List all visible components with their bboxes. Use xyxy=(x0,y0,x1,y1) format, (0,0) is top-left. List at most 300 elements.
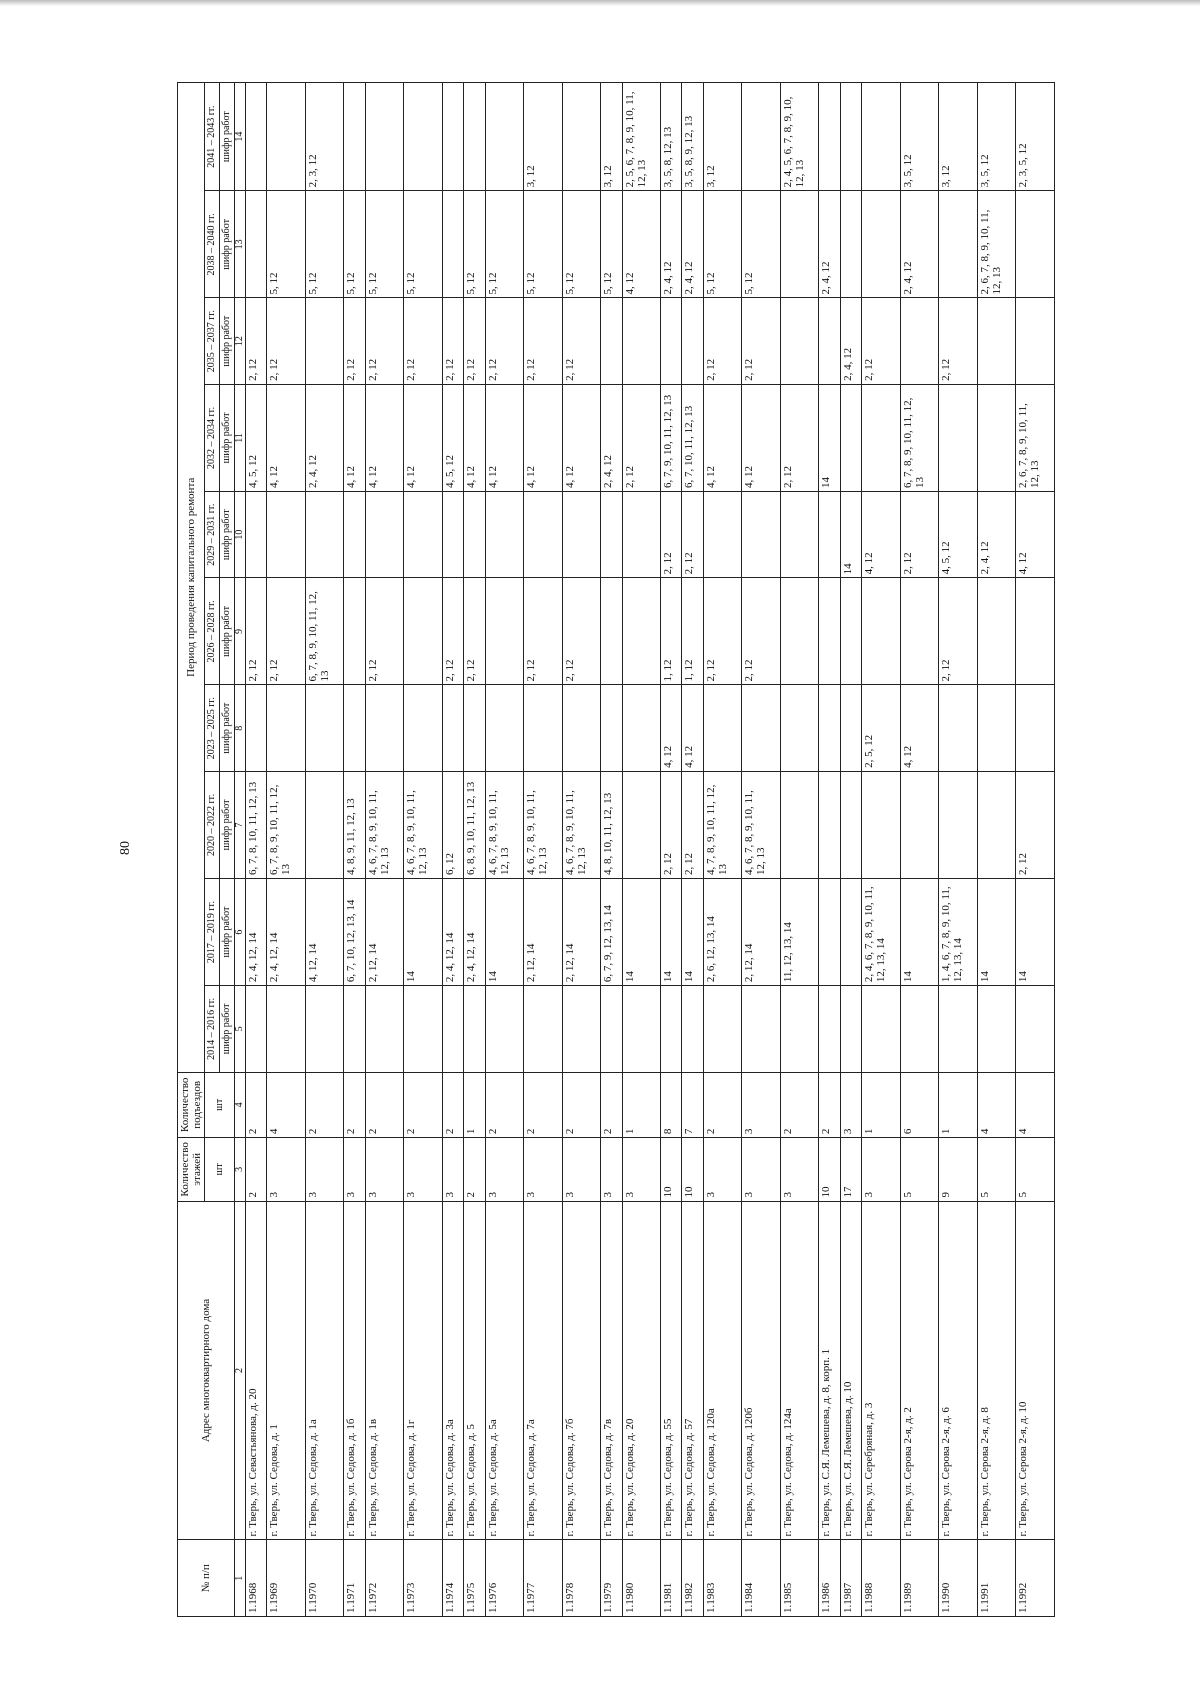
row-number: 1.1968 xyxy=(246,1540,267,1617)
row-work-codes: 1, 4, 6, 7, 8, 9, 10, 11, 12, 13, 14 xyxy=(939,879,978,986)
row-work-codes xyxy=(267,83,306,191)
row-work-codes xyxy=(305,685,344,771)
row-work-codes xyxy=(524,491,563,577)
row-work-codes: 4, 6, 7, 8, 9, 10, 11, 12, 13 xyxy=(365,771,404,878)
row-entrances: 2 xyxy=(305,1072,344,1138)
row-work-codes: 2, 12 xyxy=(682,771,703,878)
row-entrances: 2 xyxy=(365,1072,404,1138)
row-entrances: 2 xyxy=(703,1072,742,1138)
row-floors: 3 xyxy=(485,1138,524,1201)
row-work-codes xyxy=(305,298,344,384)
row-work-codes: 2, 12 xyxy=(485,298,524,384)
row-work-codes: 4, 12 xyxy=(703,384,742,491)
row-work-codes: 4, 12 xyxy=(1016,491,1055,577)
row-work-codes: 14 xyxy=(485,879,524,986)
row-work-codes: 14 xyxy=(622,879,661,986)
row-entrances: 2 xyxy=(344,1072,365,1138)
table-row xyxy=(562,83,601,1617)
row-work-codes: 2, 12, 14 xyxy=(365,879,404,986)
row-work-codes xyxy=(464,685,485,771)
row-work-codes xyxy=(862,578,901,685)
row-number: 1.1976 xyxy=(485,1540,524,1617)
table-row xyxy=(365,83,404,1617)
code-header: шифр работ xyxy=(220,384,235,491)
row-number: 1.1979 xyxy=(601,1540,622,1617)
row-entrances: 2 xyxy=(485,1072,524,1138)
row-address: г. Тверь, ул. Седова, д. 124а xyxy=(780,1201,819,1540)
row-work-codes xyxy=(977,986,1016,1072)
row-number: 1.1972 xyxy=(365,1540,404,1617)
row-floors: 3 xyxy=(524,1138,563,1201)
row-number: 1.1990 xyxy=(939,1540,978,1617)
row-work-codes: 4, 12 xyxy=(661,685,682,771)
row-work-codes xyxy=(1016,298,1055,384)
row-address: г. Тверь, ул. Седова, д. 7б xyxy=(562,1201,601,1540)
row-address: г. Тверь, ул. Седова, д. 1а xyxy=(305,1201,344,1540)
row-work-codes: 2, 12 xyxy=(404,298,443,384)
row-work-codes: 6, 7, 9, 10, 11, 12, 13 xyxy=(661,384,682,491)
row-work-codes: 3, 12 xyxy=(524,83,563,191)
row-number: 1.1978 xyxy=(562,1540,601,1617)
row-work-codes xyxy=(977,298,1016,384)
row-work-codes xyxy=(485,83,524,191)
row-address: г. Тверь, ул. Севастьянова, д. 20 xyxy=(246,1201,267,1540)
table-row xyxy=(622,83,661,1617)
row-floors: 5 xyxy=(900,1138,939,1201)
row-work-codes xyxy=(562,685,601,771)
row-entrances: 2 xyxy=(246,1072,267,1138)
row-entrances: 1 xyxy=(939,1072,978,1138)
row-work-codes: 6, 7, 8, 9, 10, 11, 12, 13 xyxy=(305,578,344,685)
row-work-codes: 2, 12 xyxy=(703,578,742,685)
row-entrances: 8 xyxy=(661,1072,682,1138)
table-row xyxy=(485,83,524,1617)
row-work-codes: 2, 4, 12 xyxy=(305,384,344,491)
row-work-codes: 4, 12 xyxy=(267,384,306,491)
table-row xyxy=(900,83,939,1617)
row-work-codes: 6, 7, 10, 12, 13, 14 xyxy=(344,879,365,986)
code-header: шифр работ xyxy=(220,879,235,986)
row-work-codes xyxy=(840,83,861,191)
row-work-codes: 4, 12 xyxy=(485,384,524,491)
row-work-codes: 5, 12 xyxy=(703,191,742,298)
row-number: 1.1969 xyxy=(267,1540,306,1617)
row-work-codes xyxy=(622,578,661,685)
row-work-codes: 14 xyxy=(404,879,443,986)
table-row xyxy=(819,83,840,1617)
row-work-codes xyxy=(562,986,601,1072)
row-floors: 3 xyxy=(780,1138,819,1201)
row-address: г. Тверь, ул. Серова 2-я, д. 2 xyxy=(900,1201,939,1540)
row-address: г. Тверь, ул. Седова, д. 5а xyxy=(485,1201,524,1540)
row-work-codes: 2, 12 xyxy=(742,298,781,384)
row-floors: 3 xyxy=(562,1138,601,1201)
row-entrances: 1 xyxy=(622,1072,661,1138)
row-work-codes: 2, 5, 12 xyxy=(862,685,901,771)
row-work-codes xyxy=(780,191,819,298)
row-work-codes xyxy=(464,986,485,1072)
row-entrances: 4 xyxy=(977,1072,1016,1138)
row-floors: 5 xyxy=(977,1138,1016,1201)
row-work-codes: 4, 5, 12 xyxy=(939,491,978,577)
period-header: 2035 – 2037 гг. xyxy=(205,298,220,384)
row-work-codes: 3, 5, 12 xyxy=(900,83,939,191)
row-work-codes xyxy=(267,685,306,771)
row-number: 1.1977 xyxy=(524,1540,563,1617)
row-address: г. Тверь, ул. Седова, д. 7а xyxy=(524,1201,563,1540)
col-number: 8 xyxy=(235,685,246,771)
row-work-codes: 4, 6, 7, 8, 9, 10, 11, 12, 13 xyxy=(562,771,601,878)
row-work-codes: 5, 12 xyxy=(267,191,306,298)
row-work-codes xyxy=(840,191,861,298)
row-work-codes xyxy=(442,986,463,1072)
row-work-codes xyxy=(601,298,622,384)
row-number: 1.1973 xyxy=(404,1540,443,1617)
col-number: 1 xyxy=(235,1540,246,1617)
row-work-codes xyxy=(485,986,524,1072)
row-work-codes: 5, 12 xyxy=(601,191,622,298)
row-work-codes xyxy=(404,986,443,1072)
row-number: 1.1986 xyxy=(819,1540,840,1617)
row-work-codes xyxy=(661,986,682,1072)
row-work-codes xyxy=(524,685,563,771)
table-row xyxy=(1016,83,1055,1617)
row-floors: 2 xyxy=(246,1138,267,1201)
col-number: 6 xyxy=(235,879,246,986)
row-work-codes: 6, 7, 8, 9, 10, 11, 12, 13 xyxy=(900,384,939,491)
row-entrances: 2 xyxy=(524,1072,563,1138)
row-work-codes: 4, 12 xyxy=(524,384,563,491)
table-row xyxy=(601,83,622,1617)
row-work-codes: 14 xyxy=(977,879,1016,986)
header-row-1 xyxy=(178,83,205,1617)
row-work-codes: 4, 12 xyxy=(622,191,661,298)
col-number: 2 xyxy=(235,1201,246,1540)
row-address: г. Тверь, ул. Серебряная, д. 3 xyxy=(862,1201,901,1540)
row-work-codes: 4, 12 xyxy=(742,384,781,491)
row-number: 1.1974 xyxy=(442,1540,463,1617)
row-work-codes xyxy=(939,191,978,298)
row-work-codes xyxy=(900,578,939,685)
row-work-codes xyxy=(939,771,978,878)
row-entrances: 3 xyxy=(840,1072,861,1138)
row-address: г. Тверь, ул. Седова, д. 3а xyxy=(442,1201,463,1540)
row-work-codes xyxy=(442,491,463,577)
code-header: шифр работ xyxy=(220,771,235,878)
row-work-codes xyxy=(819,685,840,771)
row-work-codes: 3, 5, 8, 12, 13 xyxy=(661,83,682,191)
row-work-codes xyxy=(939,384,978,491)
col-number: 13 xyxy=(235,191,246,298)
row-work-codes: 6, 7, 10, 11, 12, 13 xyxy=(682,384,703,491)
row-work-codes xyxy=(601,986,622,1072)
header-num: № п/п xyxy=(178,1540,235,1617)
row-work-codes xyxy=(246,685,267,771)
row-work-codes: 4, 12 xyxy=(900,685,939,771)
row-work-codes xyxy=(267,986,306,1072)
row-work-codes xyxy=(246,986,267,1072)
row-floors: 3 xyxy=(404,1138,443,1201)
row-work-codes: 2, 4, 12 xyxy=(977,491,1016,577)
row-work-codes xyxy=(344,986,365,1072)
table-row xyxy=(246,83,267,1617)
row-work-codes: 5, 12 xyxy=(524,191,563,298)
code-header: шифр работ xyxy=(220,298,235,384)
row-work-codes xyxy=(819,986,840,1072)
row-work-codes: 14 xyxy=(840,491,861,577)
row-floors: 3 xyxy=(742,1138,781,1201)
row-work-codes: 2, 4, 12, 14 xyxy=(464,879,485,986)
row-work-codes: 4, 6, 7, 8, 9, 10, 11, 12, 13 xyxy=(485,771,524,878)
row-work-codes: 4, 12 xyxy=(344,384,365,491)
row-work-codes: 5, 12 xyxy=(562,191,601,298)
row-work-codes: 2, 12 xyxy=(661,771,682,878)
row-address: г. Тверь, ул. Седова, д. 5 xyxy=(464,1201,485,1540)
rotated-table-container xyxy=(177,82,1055,1617)
row-floors: 10 xyxy=(682,1138,703,1201)
row-address: г. Тверь, ул. Седова, д. 1б xyxy=(344,1201,365,1540)
row-work-codes: 2, 5, 6, 7, 8, 9, 10, 11, 12, 13 xyxy=(622,83,661,191)
row-work-codes xyxy=(742,491,781,577)
row-work-codes: 2, 12 xyxy=(442,298,463,384)
row-work-codes xyxy=(840,685,861,771)
row-work-codes: 2, 4, 6, 7, 8, 9, 10, 11, 12, 13, 14 xyxy=(862,879,901,986)
row-work-codes xyxy=(819,771,840,878)
row-floors: 3 xyxy=(622,1138,661,1201)
row-number: 1.1984 xyxy=(742,1540,781,1617)
row-work-codes xyxy=(977,685,1016,771)
row-work-codes: 3, 12 xyxy=(939,83,978,191)
row-number: 1.1975 xyxy=(464,1540,485,1617)
period-header: 2023 – 2025 гг. xyxy=(205,685,220,771)
row-number: 1.1987 xyxy=(840,1540,861,1617)
row-work-codes: 2, 12 xyxy=(562,578,601,685)
period-header: 2041 – 2043 гг. xyxy=(205,83,220,191)
code-header: шифр работ xyxy=(220,685,235,771)
header-period: Период проведения капитального ремонта xyxy=(178,83,205,1073)
row-entrances: 1 xyxy=(464,1072,485,1138)
code-header: шифр работ xyxy=(220,578,235,685)
row-work-codes xyxy=(1016,578,1055,685)
row-work-codes: 14 xyxy=(819,384,840,491)
row-number: 1.1980 xyxy=(622,1540,661,1617)
table-row xyxy=(464,83,485,1617)
row-work-codes xyxy=(622,771,661,878)
row-work-codes xyxy=(246,83,267,191)
row-work-codes xyxy=(442,685,463,771)
row-address: г. Тверь, ул. Седова, д. 20 xyxy=(622,1201,661,1540)
row-address: г. Тверь, ул. С.Я. Лемешева, д. 10 xyxy=(840,1201,861,1540)
row-number: 1.1982 xyxy=(682,1540,703,1617)
row-work-codes: 2, 4, 12 xyxy=(840,298,861,384)
row-work-codes xyxy=(780,685,819,771)
row-address: г. Тверь, ул. Серова 2-я, д. 8 xyxy=(977,1201,1016,1540)
row-floors: 9 xyxy=(939,1138,978,1201)
header-entrances: Количество подъездов xyxy=(178,1072,205,1138)
row-work-codes: 2, 4, 12, 14 xyxy=(267,879,306,986)
row-work-codes xyxy=(562,83,601,191)
row-work-codes: 2, 6, 7, 8, 9, 10, 11, 12, 13 xyxy=(1016,384,1055,491)
row-work-codes xyxy=(819,491,840,577)
row-work-codes: 2, 12 xyxy=(900,491,939,577)
row-work-codes xyxy=(365,685,404,771)
repair-schedule-table xyxy=(177,82,1055,1617)
row-work-codes xyxy=(840,578,861,685)
row-work-codes xyxy=(780,771,819,878)
row-work-codes xyxy=(305,771,344,878)
row-entrances: 3 xyxy=(742,1072,781,1138)
row-address: г. Тверь, ул. Седова, д. 57 xyxy=(682,1201,703,1540)
row-work-codes: 2, 12 xyxy=(267,578,306,685)
table-row xyxy=(780,83,819,1617)
row-work-codes xyxy=(344,578,365,685)
row-work-codes: 4, 6, 7, 8, 9, 10, 11, 12, 13 xyxy=(742,771,781,878)
row-work-codes xyxy=(703,685,742,771)
row-work-codes: 5, 12 xyxy=(365,191,404,298)
row-work-codes xyxy=(819,83,840,191)
row-work-codes xyxy=(622,986,661,1072)
table-row xyxy=(661,83,682,1617)
row-work-codes xyxy=(840,384,861,491)
row-work-codes: 2, 3, 12 xyxy=(305,83,344,191)
row-work-codes xyxy=(622,491,661,577)
row-address: г. Тверь, ул. Седова, д. 120б xyxy=(742,1201,781,1540)
row-number: 1.1970 xyxy=(305,1540,344,1617)
header-unit-entrances: шт xyxy=(205,1072,235,1138)
row-work-codes: 4, 12, 14 xyxy=(305,879,344,986)
row-work-codes: 2, 4, 12 xyxy=(661,191,682,298)
row-work-codes: 4, 8, 10, 11, 12, 13 xyxy=(601,771,622,878)
row-work-codes xyxy=(703,491,742,577)
row-work-codes: 3, 12 xyxy=(601,83,622,191)
row-work-codes: 2, 4, 12 xyxy=(601,384,622,491)
row-floors: 3 xyxy=(703,1138,742,1201)
row-floors: 17 xyxy=(840,1138,861,1201)
row-work-codes: 5, 12 xyxy=(404,191,443,298)
row-work-codes xyxy=(442,191,463,298)
row-work-codes xyxy=(485,491,524,577)
col-number: 5 xyxy=(235,986,246,1072)
row-work-codes: 4, 12 xyxy=(365,384,404,491)
row-work-codes: 4, 6, 7, 8, 9, 10, 11, 12, 13 xyxy=(524,771,563,878)
row-work-codes xyxy=(977,384,1016,491)
row-work-codes xyxy=(862,83,901,191)
row-work-codes: 2, 12 xyxy=(1016,771,1055,878)
row-work-codes: 2, 6, 7, 8, 9, 10, 11, 12, 13 xyxy=(977,191,1016,298)
row-work-codes: 3, 5, 12 xyxy=(977,83,1016,191)
row-work-codes: 2, 4, 12, 14 xyxy=(442,879,463,986)
row-work-codes: 2, 12 xyxy=(682,491,703,577)
row-work-codes: 6, 12 xyxy=(442,771,463,878)
row-work-codes: 5, 12 xyxy=(305,191,344,298)
row-address: г. Тверь, ул. Серова 2-я, д. 10 xyxy=(1016,1201,1055,1540)
row-entrances: 4 xyxy=(1016,1072,1055,1138)
row-number: 1.1992 xyxy=(1016,1540,1055,1617)
row-work-codes: 4, 12 xyxy=(404,384,443,491)
col-number: 7 xyxy=(235,771,246,878)
row-work-codes: 2, 12 xyxy=(862,298,901,384)
row-work-codes: 2, 12 xyxy=(344,298,365,384)
row-work-codes xyxy=(246,491,267,577)
row-work-codes: 1, 12 xyxy=(661,578,682,685)
row-work-codes: 5, 12 xyxy=(485,191,524,298)
row-work-codes xyxy=(862,191,901,298)
row-work-codes xyxy=(840,771,861,878)
row-work-codes xyxy=(703,986,742,1072)
col-number: 9 xyxy=(235,578,246,685)
row-work-codes xyxy=(900,771,939,878)
row-floors: 3 xyxy=(267,1138,306,1201)
row-work-codes xyxy=(267,491,306,577)
row-floors: 5 xyxy=(1016,1138,1055,1201)
period-header: 2014 – 2016 гг. xyxy=(205,986,220,1072)
row-work-codes xyxy=(365,986,404,1072)
row-work-codes xyxy=(780,986,819,1072)
row-floors: 3 xyxy=(601,1138,622,1201)
row-work-codes: 2, 12 xyxy=(464,578,485,685)
row-work-codes: 4, 12 xyxy=(682,685,703,771)
row-work-codes: 6, 7, 8, 10, 11, 12, 13 xyxy=(246,771,267,878)
row-work-codes xyxy=(622,298,661,384)
row-work-codes: 4, 7, 8, 9, 10, 11, 12, 13 xyxy=(703,771,742,878)
row-work-codes xyxy=(661,298,682,384)
row-work-codes xyxy=(1016,191,1055,298)
row-address: г. Тверь, ул. С.Я. Лемешева, д. 8, корп. 1 xyxy=(819,1201,840,1540)
row-entrances: 7 xyxy=(682,1072,703,1138)
row-floors: 3 xyxy=(862,1138,901,1201)
row-floors: 3 xyxy=(365,1138,404,1201)
col-number: 14 xyxy=(235,83,246,191)
code-header: шифр работ xyxy=(220,83,235,191)
row-work-codes xyxy=(464,83,485,191)
row-work-codes xyxy=(524,986,563,1072)
row-work-codes xyxy=(900,986,939,1072)
row-work-codes: 4, 8, 9, 11, 12, 13 xyxy=(344,771,365,878)
period-header: 2017 – 2019 гг. xyxy=(205,879,220,986)
row-work-codes: 1, 12 xyxy=(682,578,703,685)
row-work-codes xyxy=(485,578,524,685)
row-entrances: 4 xyxy=(267,1072,306,1138)
row-work-codes: 2, 12 xyxy=(442,578,463,685)
row-work-codes xyxy=(464,491,485,577)
row-work-codes: 2, 12 xyxy=(703,298,742,384)
row-work-codes xyxy=(977,771,1016,878)
row-work-codes: 2, 12 xyxy=(464,298,485,384)
row-work-codes xyxy=(862,771,901,878)
row-floors: 10 xyxy=(661,1138,682,1201)
code-header: шифр работ xyxy=(220,986,235,1072)
row-work-codes: 2, 3, 5, 12 xyxy=(1016,83,1055,191)
row-work-codes: 2, 12 xyxy=(524,578,563,685)
row-work-codes xyxy=(365,491,404,577)
row-entrances: 2 xyxy=(780,1072,819,1138)
row-work-codes xyxy=(819,298,840,384)
row-work-codes: 5, 12 xyxy=(742,191,781,298)
row-work-codes: 2, 12, 14 xyxy=(524,879,563,986)
page-number: 80 xyxy=(118,841,133,855)
table-body xyxy=(246,83,1055,1617)
row-number: 1.1988 xyxy=(862,1540,901,1617)
row-work-codes xyxy=(365,83,404,191)
column-number-row xyxy=(235,83,246,1617)
table-row xyxy=(862,83,901,1617)
table-row xyxy=(267,83,306,1617)
row-entrances: 2 xyxy=(819,1072,840,1138)
row-floors: 10 xyxy=(819,1138,840,1201)
col-number: 4 xyxy=(235,1072,246,1138)
row-work-codes: 2, 12 xyxy=(246,578,267,685)
row-address: г. Тверь, ул. Седова, д. 1в xyxy=(365,1201,404,1540)
